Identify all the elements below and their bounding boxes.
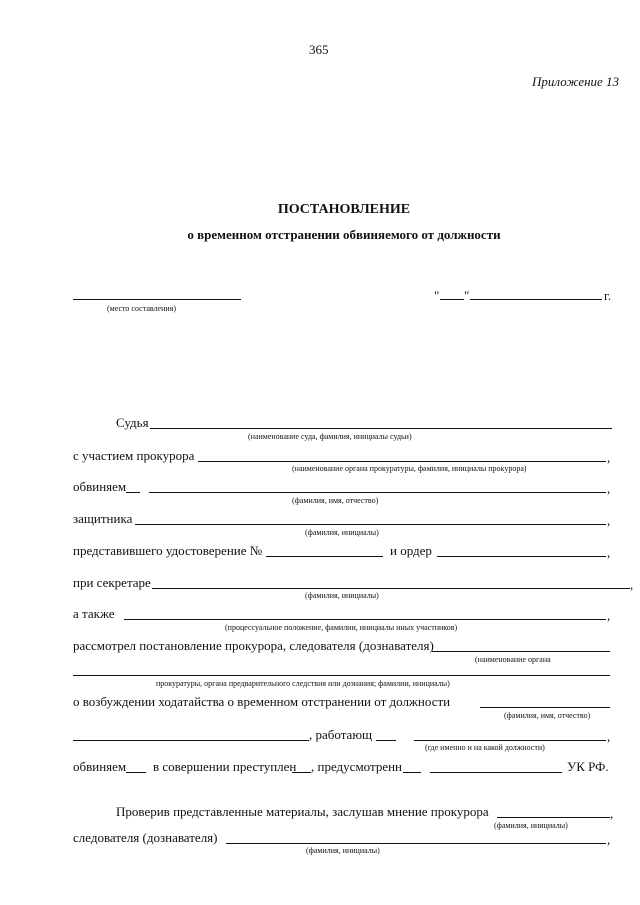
judge-label: Судья <box>116 415 149 430</box>
code-label: УК РФ. <box>567 759 609 774</box>
crime-ending-field[interactable] <box>292 772 311 773</box>
judge-caption: (наименование суда, фамилия, инициалы судьи) <box>248 432 412 441</box>
fio-caption: (фамилия, имя, отчество) <box>504 711 591 720</box>
comma: , <box>607 545 611 560</box>
order-number-field[interactable] <box>437 556 606 557</box>
accused2-ending-field[interactable] <box>126 772 146 773</box>
article-field[interactable] <box>430 772 562 773</box>
investigator-caption: (фамилия, инициалы) <box>306 846 380 855</box>
prosecutor-caption: (наименование органа прокуратуры, фамилия, инициалы прокурора) <box>292 464 527 473</box>
comma: , <box>607 729 611 744</box>
prosecutor-label: с участием прокурора <box>73 448 195 463</box>
defender-label: защитника <box>73 511 133 526</box>
accused2-label: обвиняем <box>73 759 127 774</box>
suspended-name-field[interactable] <box>73 740 309 741</box>
comma: , <box>607 832 611 847</box>
comma: , <box>630 577 634 592</box>
document-title: ПОСТАНОВЛЕНИЕ <box>277 202 411 217</box>
organ-field-continued[interactable] <box>73 675 610 676</box>
comma: , <box>610 806 614 821</box>
place-field[interactable] <box>73 299 241 300</box>
appendix-label: Приложение 13 <box>532 74 620 89</box>
also-caption: (процессуальное положение, фамилии, инициалы иных участников) <box>225 623 458 632</box>
secretary-caption: (фамилия, инициалы) <box>305 591 379 600</box>
organ-caption-continued: прокуратуры, органа предварительного следствия или дознания; фамилии, инициалы) <box>156 679 450 688</box>
accused-ending-field[interactable] <box>126 492 140 493</box>
date-year-suffix: г. <box>604 288 612 303</box>
provided-label: , предусмотренн <box>311 759 403 774</box>
accused-label: обвиняем <box>73 479 127 494</box>
accused-caption: (фамилия, имя, отчество) <box>292 496 379 505</box>
comma: , <box>607 513 611 528</box>
prosecutor-opinion-field[interactable] <box>497 817 610 818</box>
checked-label: Проверив представленные материалы, заслушав мнение прокурора <box>116 804 489 819</box>
order-label: и ордер <box>390 543 432 558</box>
reviewed-label: рассмотрел постановление прокурора, следователя (дознавателя) <box>73 638 434 653</box>
date-month-year-field[interactable] <box>470 299 602 300</box>
investigator-field[interactable] <box>226 843 606 844</box>
working-ending-field[interactable] <box>376 740 396 741</box>
also-field[interactable] <box>124 619 606 620</box>
organ-caption: (наименование органа <box>475 655 551 664</box>
judge-field[interactable] <box>150 428 612 429</box>
crime-label: в совершении преступлен <box>153 759 297 774</box>
initiation-label: о возбуждении ходатайства о временном отстранении от должности <box>73 694 451 709</box>
date-quote-close: " <box>464 288 470 303</box>
secretary-label: при секретаре <box>73 575 151 590</box>
date-quote-open: " <box>434 288 440 303</box>
position-field[interactable] <box>414 740 606 741</box>
secretary-field[interactable] <box>152 588 630 589</box>
comma: , <box>607 481 611 496</box>
prosecutor-field[interactable] <box>198 461 606 462</box>
provided-ending-field[interactable] <box>403 772 421 773</box>
defender-field[interactable] <box>135 524 606 525</box>
page-number: 365 <box>309 42 329 57</box>
certificate-number-field[interactable] <box>266 556 383 557</box>
comma: , <box>607 608 611 623</box>
organ-field[interactable] <box>432 651 610 652</box>
investigator-label: следователя (дознавателя) <box>73 830 218 845</box>
comma: , <box>607 450 611 465</box>
date-day-field[interactable] <box>440 299 464 300</box>
certificate-label: представившего удостоверение № <box>73 543 263 558</box>
position-caption: (где именно и на какой должности) <box>425 743 545 752</box>
accused-field[interactable] <box>149 492 606 493</box>
suspended-fio-field[interactable] <box>480 707 610 708</box>
working-label: , работающ <box>309 727 373 742</box>
document-subtitle: о временном отстранении обвиняемого от должности <box>187 227 501 242</box>
place-caption: (место составления) <box>107 304 176 313</box>
prosecutor-fio-caption: (фамилия, инициалы) <box>494 821 568 830</box>
defender-caption: (фамилия, инициалы) <box>305 528 379 537</box>
also-label: а также <box>73 606 115 621</box>
